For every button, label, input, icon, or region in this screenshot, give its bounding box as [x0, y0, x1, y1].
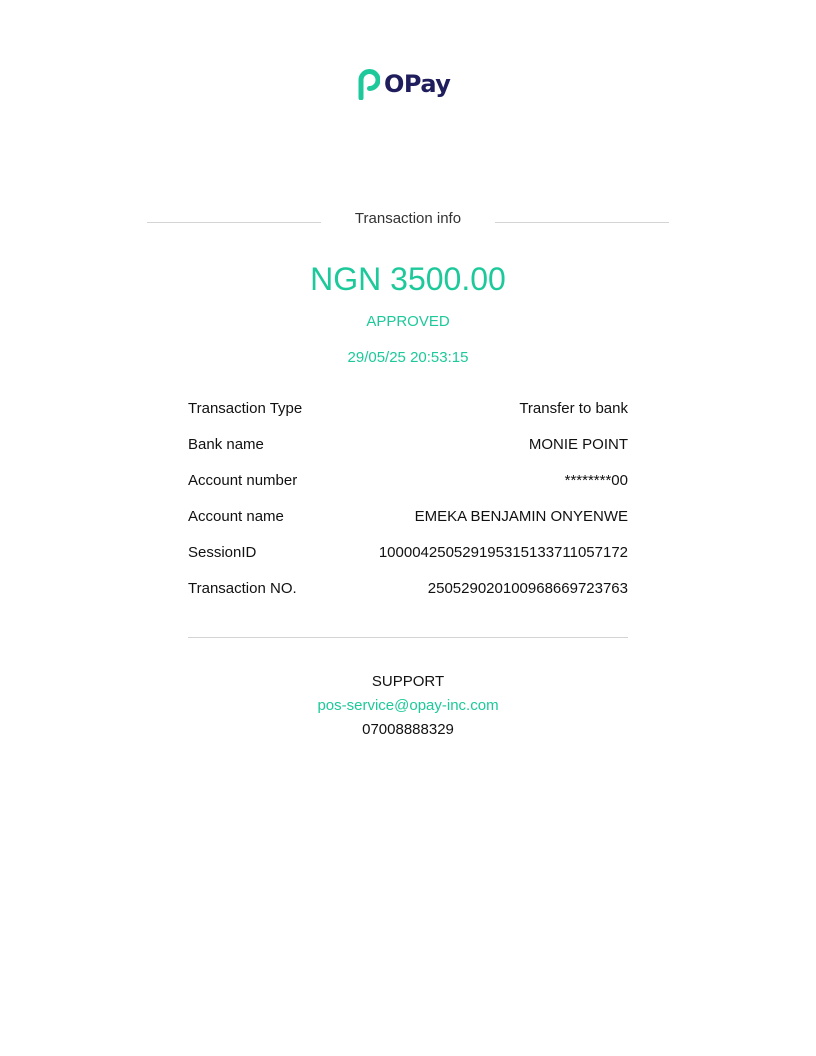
detail-row-account-name — [188, 498, 628, 534]
support-heading: SUPPORT — [371, 673, 445, 690]
transaction-details — [188, 390, 628, 606]
detail-row-account-number — [188, 462, 628, 498]
support-email[interactable]: pos-service@opay-inc.com — [317, 697, 499, 714]
heading-rule-right — [495, 222, 669, 223]
transaction-amount: NGN 3500.00 — [310, 261, 506, 297]
detail-label: Account number — [188, 471, 298, 489]
support-section — [0, 670, 816, 742]
detail-label: Transaction NO. — [188, 579, 297, 597]
detail-value: MONIE POINT — [528, 435, 628, 453]
detail-value: ********00 — [564, 471, 628, 489]
detail-label: Transaction Type — [188, 399, 303, 417]
opay-logo-text: OPay — [384, 70, 451, 98]
detail-row-transaction-no — [188, 570, 628, 606]
transaction-datetime: 29/05/25 20:53:15 — [347, 349, 469, 366]
detail-label: Bank name — [188, 435, 264, 453]
opay-logo-icon — [356, 68, 380, 100]
support-phone[interactable]: 07008888329 — [362, 721, 454, 738]
detail-row-transaction-type — [188, 390, 628, 426]
heading-rule-left — [147, 222, 321, 223]
transaction-info-heading — [147, 208, 669, 232]
detail-label: SessionID — [188, 543, 257, 561]
transaction-status: APPROVED — [366, 313, 450, 330]
detail-value: Transfer to bank — [519, 399, 628, 417]
detail-row-session-id — [188, 534, 628, 570]
section-title: Transaction info — [354, 210, 462, 227]
detail-value: 250529020100968669723763 — [427, 579, 628, 597]
opay-logo — [356, 66, 462, 102]
details-divider — [188, 637, 628, 638]
detail-value: EMEKA BENJAMIN ONYENWE — [414, 507, 628, 525]
detail-row-bank-name — [188, 426, 628, 462]
detail-value: 100004250529195315133711057172 — [378, 543, 628, 561]
detail-label: Account name — [188, 507, 284, 525]
